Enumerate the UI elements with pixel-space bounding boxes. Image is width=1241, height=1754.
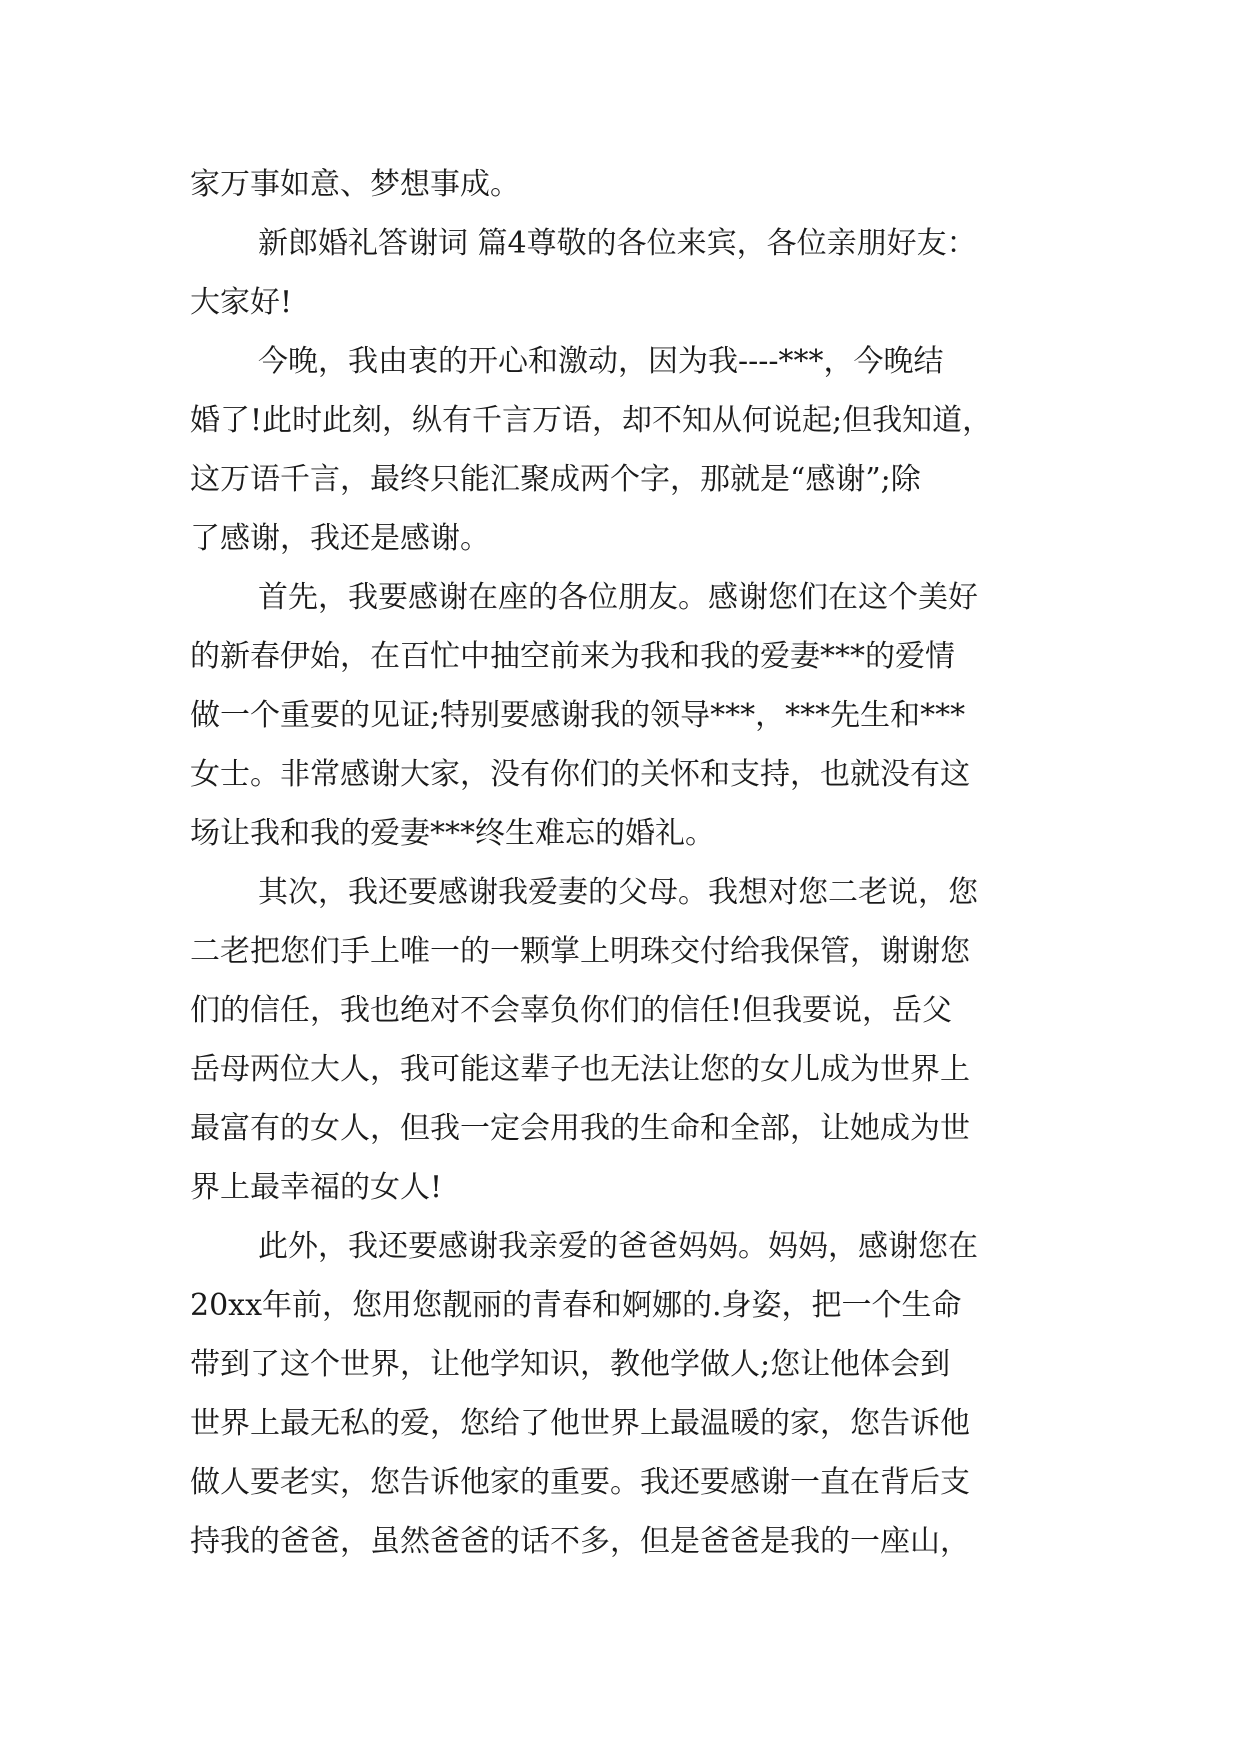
paragraph-line: 了感谢，我还是感谢。 [190, 521, 490, 556]
paragraph-line: 的新春伊始，在百忙中抽空前来为我和我的爱妻***的爱情 [190, 639, 955, 674]
paragraph-line: 家万事如意、梦想事成。 [190, 167, 520, 202]
paragraph-first-line: 首先，我要感谢在座的各位朋友。感谢您们在这个美好 [258, 580, 978, 615]
paragraph-line: 这万语千言，最终只能汇聚成两个字，那就是“感谢”;除 [190, 462, 921, 497]
paragraph-first-line: 其次，我还要感谢我爱妻的父母。我想对您二老说，您 [258, 875, 978, 910]
paragraph-first-line: 今晚，我由衷的开心和激动，因为我----***，今晚结 [258, 344, 944, 379]
paragraph-line: 们的信任，我也绝对不会辜负你们的信任!但我要说，岳父 [190, 993, 953, 1028]
paragraph-line: 20xx年前，您用您靓丽的青春和婀娜的.身姿，把一个生命 [190, 1288, 962, 1323]
paragraph-line: 岳母两位大人，我可能这辈子也无法让您的女儿成为世界上 [190, 1052, 970, 1087]
paragraph-line: 做一个重要的见证;特别要感谢我的领导***，***先生和*** [190, 698, 966, 733]
paragraph-line: 界上最幸福的女人! [190, 1170, 443, 1205]
document-body [190, 155, 1045, 1571]
paragraph-line: 做人要老实，您告诉他家的重要。我还要感谢一直在背后支 [190, 1465, 970, 1500]
paragraph-line: 世界上最无私的爱，您给了他世界上最温暖的家，您告诉他 [190, 1406, 970, 1441]
paragraph-line: 女士。非常感谢大家，没有你们的关怀和支持，也就没有这 [190, 757, 970, 792]
paragraph-line: 婚了!此时此刻，纵有千言万语，却不知从何说起;但我知道， [190, 403, 993, 438]
paragraph-first-line: 此外，我还要感谢我亲爱的爸爸妈妈。妈妈，感谢您在 [258, 1229, 978, 1264]
paragraph-line: 最富有的女人，但我一定会用我的生命和全部，让她成为世 [190, 1111, 970, 1146]
paragraph-line: 场让我和我的爱妻***终生难忘的婚礼。 [190, 816, 715, 851]
paragraph-line: 带到了这个世界，让他学知识，教他学做人;您让他体会到 [190, 1347, 951, 1382]
paragraph-line: 持我的爸爸，虽然爸爸的话不多，但是爸爸是我的一座山， [190, 1524, 970, 1559]
paragraph-line: 二老把您们手上唯一的一颗掌上明珠交付给我保管，谢谢您 [190, 934, 970, 969]
paragraph-line: 大家好! [190, 285, 293, 320]
paragraph-first-line: 新郎婚礼答谢词 篇4尊敬的各位来宾，各位亲朋好友： [258, 226, 977, 261]
